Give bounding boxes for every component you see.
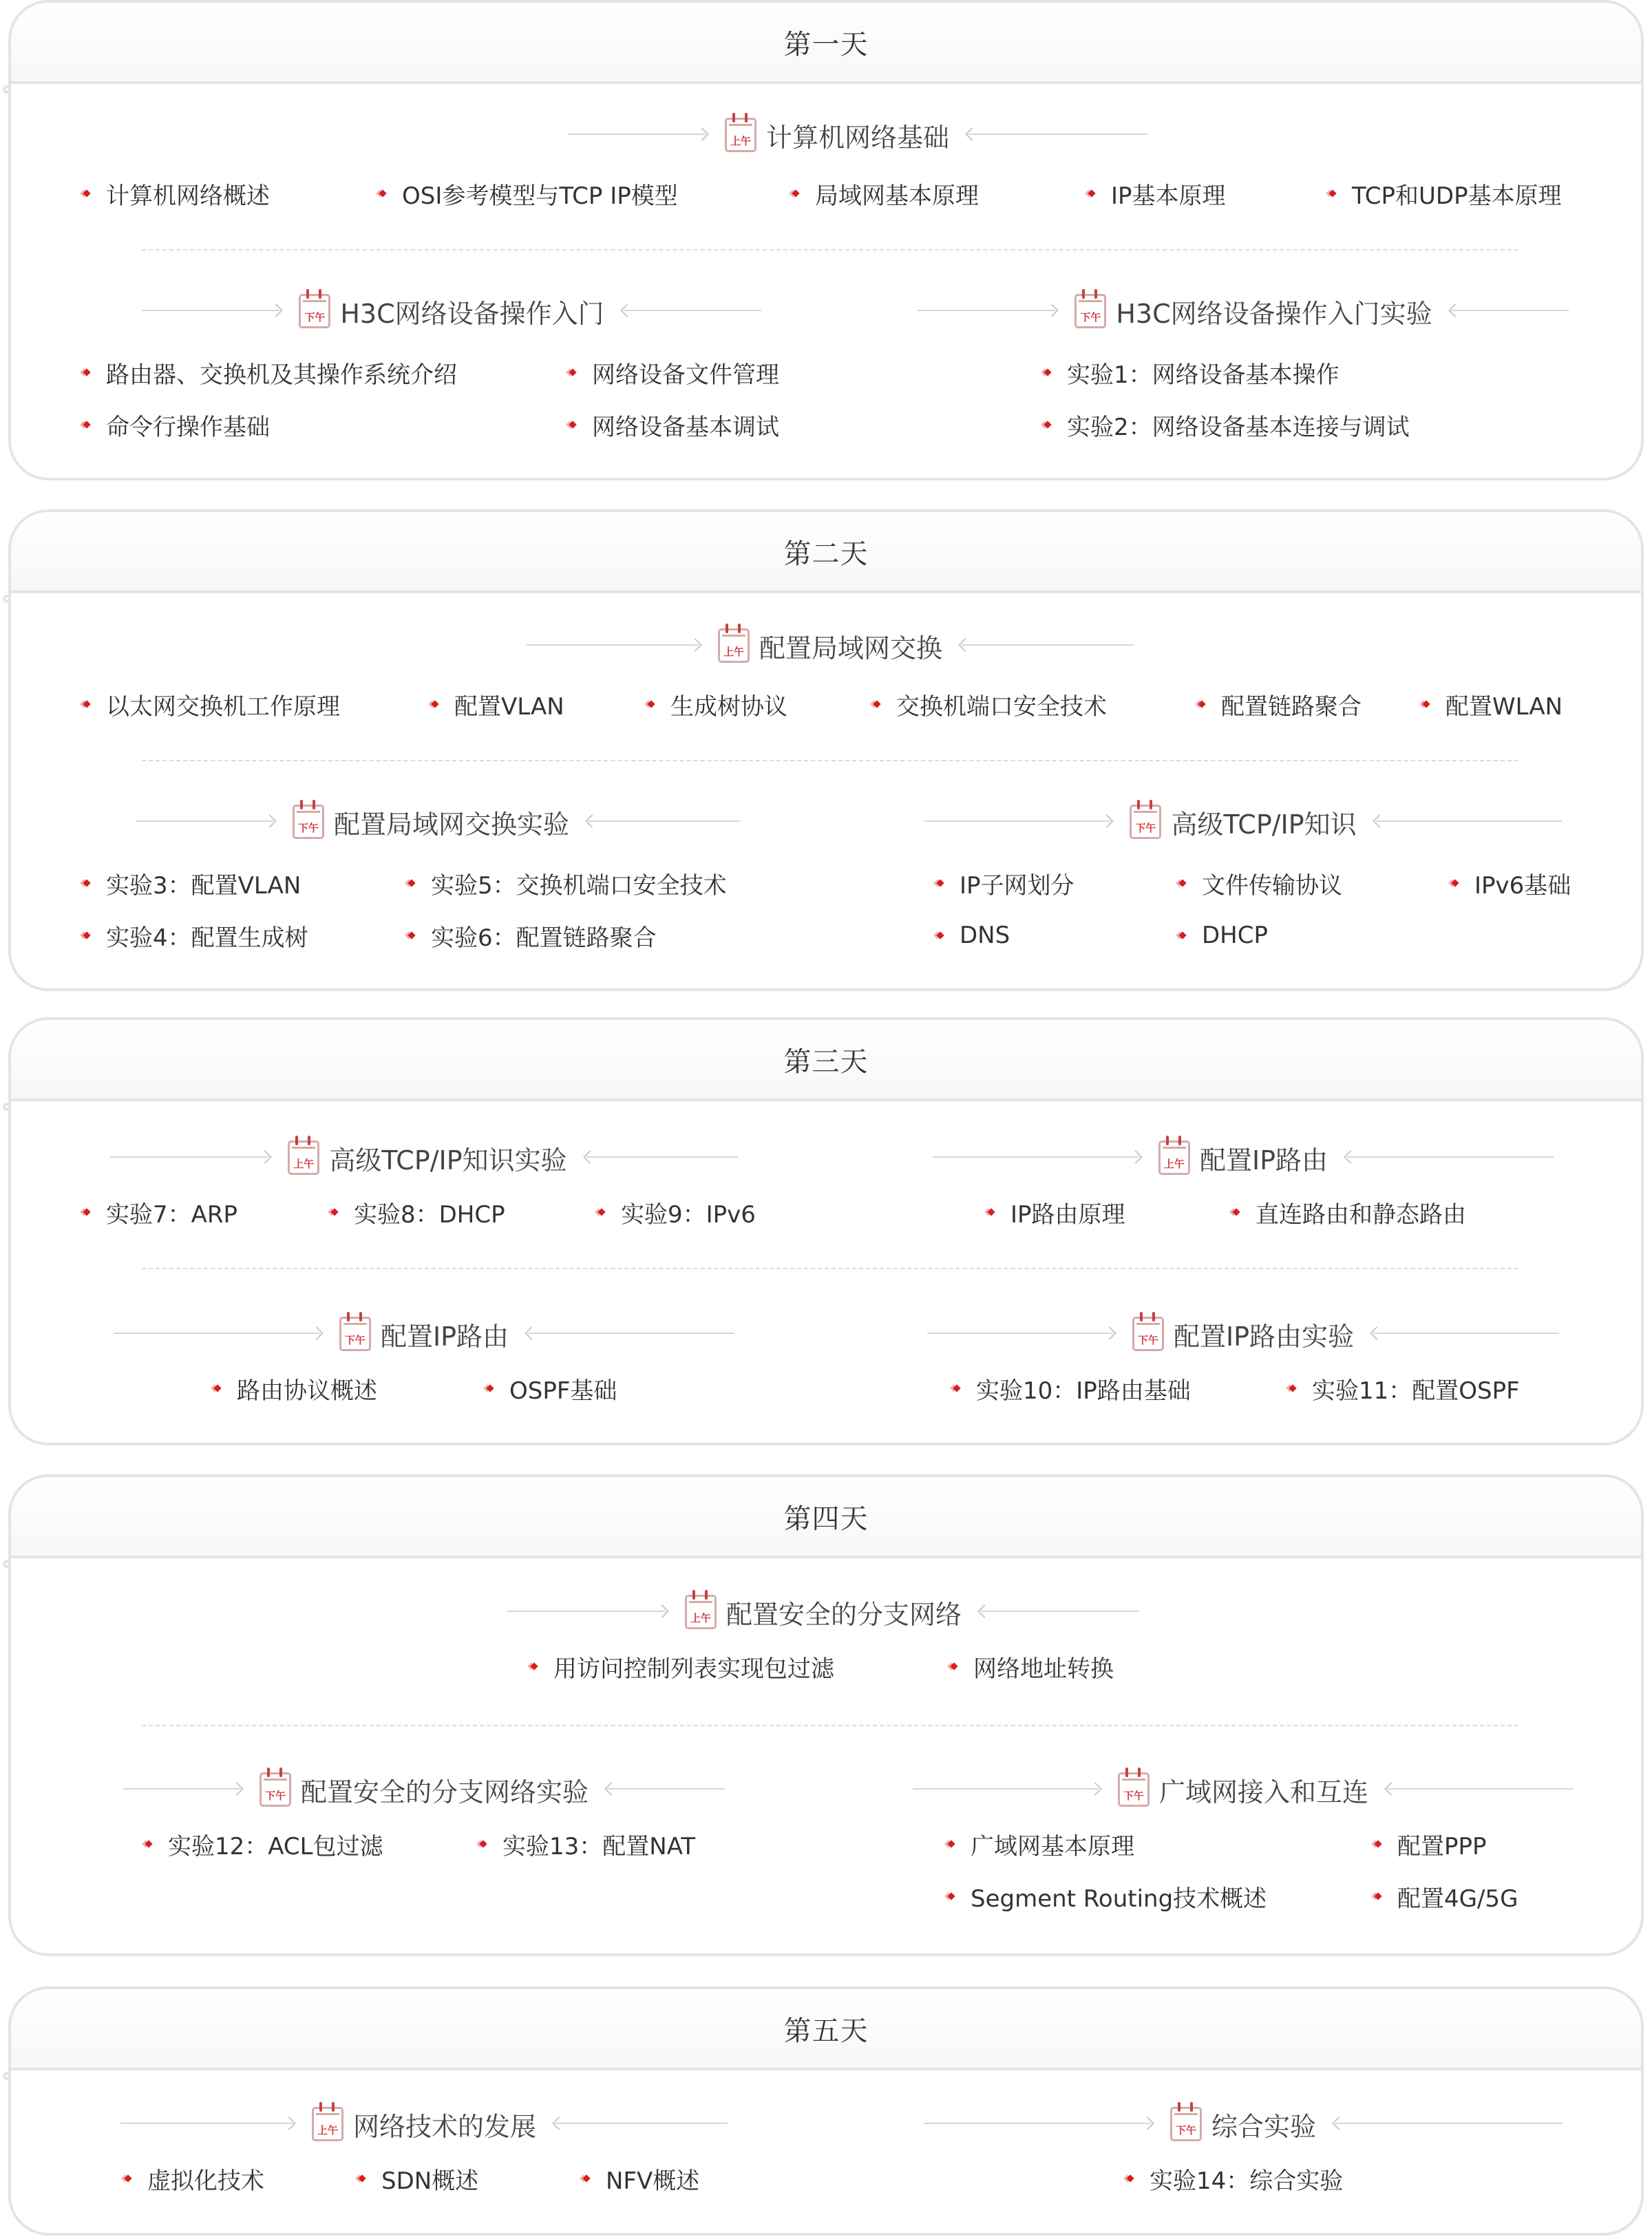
session-title: 配置IP路由 [380, 1321, 509, 1352]
bullet-icon [83, 368, 90, 376]
arrow-left-icon [968, 134, 1147, 137]
session-header [479, 1591, 1167, 1633]
day-header [11, 3, 1641, 84]
list-item: 路由协议概述 [211, 1372, 377, 1404]
list-item: 广域网基本原理 [944, 1828, 1134, 1860]
bullet-icon [569, 368, 576, 376]
list-item: IP基本原理 [1085, 178, 1226, 209]
calendar-icon: 下午 [299, 294, 330, 328]
calendar-icon: 下午 [1130, 805, 1161, 839]
bullet-icon [953, 1384, 960, 1392]
list-item: 直连路由和静态路由 [1229, 1196, 1466, 1228]
bullet-icon [1328, 189, 1336, 197]
list-item: DNS [933, 920, 1010, 951]
session-title: 网络技术的发展 [352, 2111, 536, 2142]
list-item: 实验10：IP路由基础 [950, 1372, 1191, 1404]
bullet-icon [936, 879, 944, 887]
list-item: 实验1：网络设备基本操作 [1041, 357, 1339, 388]
session-title: 配置IP路由 [1199, 1145, 1328, 1176]
arrow-left-icon [1388, 1788, 1574, 1792]
day-title: 第三天 [783, 1046, 869, 1078]
bullet-icon [1178, 931, 1186, 939]
bullet-icon [1178, 879, 1186, 887]
arrow-right-icon [123, 1788, 240, 1792]
divider [142, 760, 1518, 761]
calendar-icon: 上午 [1158, 1140, 1190, 1175]
list-item: Segment Routing技术概述 [944, 1880, 1267, 1912]
bullet-icon [936, 931, 944, 939]
day-title: 第二天 [783, 538, 869, 570]
list-item: 实验8：DHCP [328, 1196, 505, 1228]
bullet-icon [358, 2174, 366, 2182]
day-card-4 [8, 1474, 1644, 1956]
bullet-icon [1451, 879, 1459, 887]
bullet-icon [597, 1208, 605, 1216]
session-header [107, 290, 796, 332]
arrow-left-icon [589, 820, 740, 824]
bullet-icon [124, 2174, 131, 2182]
calendar-icon: 上午 [288, 1140, 319, 1175]
bullet-icon [792, 189, 799, 197]
bullet-icon [407, 879, 415, 887]
arrow-right-icon [142, 310, 279, 313]
list-item: 命令行操作基础 [80, 409, 270, 441]
bullet-icon [83, 931, 90, 939]
bullet-icon [486, 1384, 494, 1392]
list-item: TCP和UDP基本原理 [1326, 178, 1562, 209]
day-card-3 [8, 1017, 1644, 1445]
bullet-icon [582, 2174, 590, 2182]
arrow-left-icon [555, 2123, 728, 2126]
day-card-1 [8, 0, 1644, 480]
list-item: 配置4G/5G [1371, 1880, 1518, 1912]
list-item: 计算机网络概述 [80, 178, 270, 209]
day-header [11, 512, 1641, 593]
session-title: 配置安全的分支网络 [726, 1599, 962, 1630]
session-title: 配置IP路由实验 [1173, 1321, 1355, 1352]
list-item: 虚拟化技术 [121, 2163, 264, 2194]
list-item: 网络设备基本调试 [566, 409, 779, 441]
arrow-left-icon [608, 1788, 725, 1792]
arrow-right-icon [913, 1788, 1099, 1792]
list-item: 实验12：ACL包过滤 [142, 1828, 383, 1860]
list-item: IP路由原理 [984, 1196, 1125, 1228]
day-header [11, 1477, 1641, 1558]
arrow-left-icon [1376, 820, 1562, 824]
bullet-icon [1044, 368, 1051, 376]
list-item: 交换机端口安全技术 [870, 688, 1107, 720]
arrow-left-icon [624, 310, 761, 313]
day-title: 第四天 [783, 1503, 869, 1535]
list-item: IPv6基础 [1448, 867, 1571, 899]
arrow-right-icon [927, 1333, 1113, 1336]
bullet-icon [647, 700, 655, 708]
bullet-icon [479, 1840, 487, 1847]
divider [142, 1725, 1518, 1726]
session-header [899, 2103, 1587, 2145]
calendar-icon: 下午 [1118, 1772, 1150, 1807]
arrow-right-icon [110, 1156, 268, 1160]
list-item: DHCP [1176, 920, 1268, 951]
list-item: 网络设备文件管理 [566, 357, 779, 388]
list-item: 用访问控制列表实现包过滤 [527, 1651, 834, 1682]
list-item: 实验13：配置NAT [476, 1828, 695, 1860]
list-item: OSI参考模型与TCP IP模型 [376, 178, 678, 209]
bullet-icon [83, 879, 90, 887]
arrow-left-icon [1347, 1156, 1554, 1160]
bullet-icon [1422, 700, 1430, 708]
session-header [80, 1313, 768, 1355]
arrow-left-icon [1452, 310, 1569, 313]
list-item: 网络地址转换 [947, 1651, 1114, 1682]
arrow-left-icon [1373, 1333, 1559, 1336]
list-item: OSPF基础 [483, 1372, 617, 1404]
session-title: 配置局域网交换 [759, 633, 942, 664]
list-item: IP子网划分 [933, 867, 1074, 899]
arrow-right-icon [507, 1611, 666, 1614]
session-title: H3C网络设备操作入门实验 [1116, 298, 1432, 329]
bullet-icon [83, 189, 90, 197]
bullet-icon [1198, 700, 1205, 708]
bullet-icon [873, 700, 880, 708]
session-header [80, 2103, 768, 2145]
bullet-icon [83, 700, 90, 708]
day-title: 第五天 [783, 2015, 869, 2047]
session-title: 计算机网络基础 [765, 122, 949, 153]
list-item: 实验7：ARP [80, 1196, 237, 1228]
arrow-right-icon [114, 1333, 320, 1336]
bullet-icon [1374, 1840, 1381, 1847]
day-card-2 [8, 509, 1644, 991]
list-item: 文件传输协议 [1176, 867, 1342, 899]
session-title: 高级TCP/IP知识 [1171, 809, 1357, 840]
list-item: 配置VLAN [428, 688, 564, 720]
list-item: 实验14：综合实验 [1123, 2163, 1343, 2194]
list-item: 实验2：网络设备基本连接与调试 [1041, 409, 1410, 441]
arrow-left-icon [586, 1156, 738, 1160]
bullet-icon [947, 1840, 955, 1847]
list-item: 以太网交换机工作原理 [80, 688, 340, 720]
bullet-icon [330, 1208, 338, 1216]
calendar-icon: 上午 [312, 2107, 343, 2141]
list-item: 实验4：配置生成树 [80, 920, 308, 951]
calendar-icon: 下午 [1132, 1317, 1164, 1351]
session-title: 综合实验 [1211, 2111, 1316, 2142]
bullet-icon [1289, 1384, 1296, 1392]
bullet-icon [530, 1662, 538, 1670]
bullet-icon [431, 700, 438, 708]
day-header [11, 1020, 1641, 1101]
session-title: 配置安全的分支网络实验 [300, 1776, 589, 1807]
bullet-icon [379, 189, 386, 197]
bullet-icon [947, 1892, 955, 1900]
divider [142, 249, 1518, 251]
list-item: 生成树协议 [644, 688, 787, 720]
session-header [548, 114, 1167, 156]
list-item: 配置链路聚合 [1195, 688, 1362, 720]
session-header [899, 1769, 1587, 1810]
calendar-icon: 下午 [339, 1317, 371, 1351]
list-item: 实验6：配置链路聚合 [405, 920, 657, 951]
bullet-icon [1088, 189, 1095, 197]
arrow-right-icon [924, 820, 1110, 824]
list-item: 配置WLAN [1419, 688, 1563, 720]
session-header [899, 801, 1587, 842]
session-title: 广域网接入和互连 [1158, 1776, 1368, 1807]
bullet-icon [950, 1662, 957, 1670]
session-header [80, 1137, 768, 1178]
arrow-left-icon [962, 644, 1134, 648]
bullet-icon [987, 1208, 995, 1216]
calendar-icon: 下午 [1170, 2107, 1202, 2141]
day-title: 第一天 [783, 28, 869, 61]
list-item: 局域网基本原理 [789, 178, 979, 209]
arrow-left-icon [1335, 2123, 1563, 2126]
arrow-left-icon [981, 1611, 1139, 1614]
list-item: NFV概述 [580, 2163, 699, 2194]
arrow-left-icon [528, 1333, 734, 1336]
calendar-icon: 下午 [260, 1772, 291, 1807]
arrow-right-icon [933, 1156, 1139, 1160]
bullet-icon [145, 1840, 152, 1847]
session-title: 高级TCP/IP知识实验 [329, 1145, 567, 1176]
day-card-5 [8, 1986, 1644, 2236]
bullet-icon [1232, 1208, 1240, 1216]
list-item: SDN概述 [355, 2163, 478, 2194]
bullet-icon [569, 421, 576, 428]
calendar-icon: 下午 [1074, 294, 1106, 328]
list-item: 配置PPP [1371, 1828, 1487, 1860]
arrow-right-icon [568, 134, 706, 137]
list-item: 实验9：IPv6 [595, 1196, 756, 1228]
arrow-right-icon [918, 310, 1055, 313]
list-item: 实验11：配置OSPF [1286, 1372, 1520, 1404]
bullet-icon [407, 931, 415, 939]
bullet-icon [213, 1384, 221, 1392]
list-item: 路由器、交换机及其操作系统介绍 [80, 357, 457, 388]
session-title: 配置局域网交换实验 [333, 809, 569, 840]
bullet-icon [1374, 1892, 1381, 1900]
bullet-icon [1126, 2174, 1134, 2182]
arrow-right-icon [924, 2123, 1151, 2126]
bullet-icon [1044, 421, 1051, 428]
bullet-icon [83, 421, 90, 428]
session-header [94, 801, 782, 842]
calendar-icon: 上午 [718, 628, 750, 663]
list-item: 实验5：交换机端口安全技术 [405, 867, 727, 899]
session-header [899, 1313, 1587, 1355]
calendar-icon: 上午 [725, 118, 756, 152]
session-header [520, 625, 1140, 666]
session-title: H3C网络设备操作入门 [340, 298, 604, 329]
day-header [11, 1989, 1641, 2070]
list-item: 实验3：配置VLAN [80, 867, 301, 899]
session-header [80, 1769, 768, 1810]
arrow-right-icon [120, 2123, 293, 2126]
calendar-icon: 下午 [293, 805, 324, 839]
divider [142, 1268, 1518, 1269]
arrow-right-icon [136, 820, 273, 824]
session-header [899, 1137, 1587, 1178]
arrow-right-icon [527, 644, 699, 648]
calendar-icon: 上午 [685, 1595, 717, 1629]
session-header [899, 290, 1587, 332]
bullet-icon [83, 1208, 90, 1216]
